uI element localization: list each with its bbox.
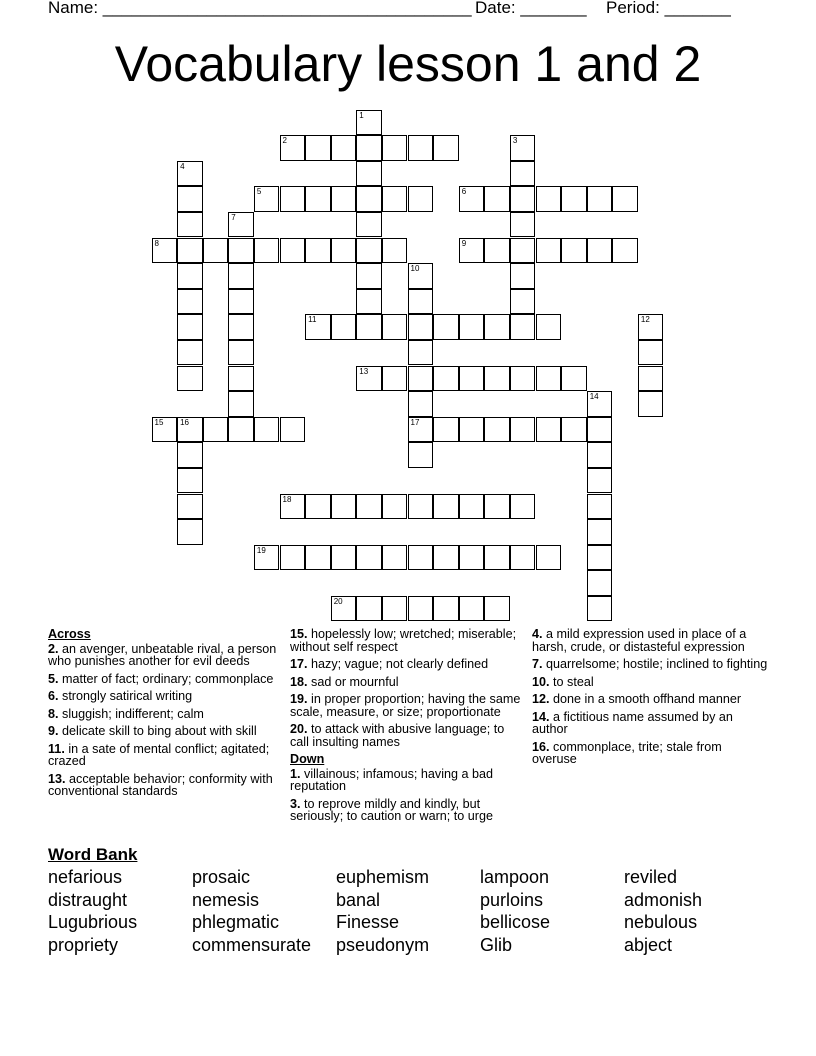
grid-cell[interactable] [510, 289, 536, 315]
clue [48, 725, 284, 738]
grid-cell[interactable] [612, 186, 638, 212]
clue [532, 741, 768, 766]
grid-cell[interactable] [152, 238, 178, 264]
grid-cell[interactable] [638, 391, 664, 417]
clue [48, 673, 284, 686]
grid-cell[interactable] [254, 417, 280, 443]
grid-cell[interactable] [484, 545, 510, 571]
grid-cell[interactable] [177, 289, 203, 315]
grid-cell[interactable] [305, 135, 331, 161]
grid-cell[interactable] [228, 212, 254, 238]
clue-number: 9 [461, 238, 467, 248]
grid-cell[interactable] [587, 442, 613, 468]
grid-cell[interactable] [280, 545, 306, 571]
word-bank-item: Glib [480, 935, 513, 956]
clue-number: 10. [532, 674, 550, 689]
grid-cell[interactable] [408, 442, 434, 468]
grid-cell[interactable] [587, 186, 613, 212]
word-bank-item: propriety [48, 935, 119, 956]
grid-cell[interactable] [587, 519, 613, 545]
grid-cell[interactable] [177, 494, 203, 520]
clue-number: 1 [359, 110, 364, 120]
clue-number: 18. [290, 674, 308, 689]
grid-cell[interactable] [331, 238, 357, 264]
clue [48, 743, 284, 768]
grid-cell[interactable] [612, 238, 638, 264]
word-bank-item: Lugubrious [48, 912, 138, 933]
clue [48, 773, 284, 798]
clue-number: 10 [410, 264, 420, 274]
grid-cell[interactable] [433, 545, 459, 571]
grid-cell[interactable] [408, 289, 434, 315]
clue-number: 6 [461, 187, 467, 197]
grid-cell[interactable] [356, 596, 382, 622]
clue-number: 19 [256, 545, 266, 555]
grid-cell[interactable] [510, 212, 536, 238]
grid-cell[interactable] [433, 596, 459, 622]
grid-cell[interactable] [305, 186, 331, 212]
grid-cell[interactable] [382, 135, 408, 161]
grid-cell[interactable] [536, 238, 562, 264]
grid-cell[interactable] [459, 186, 485, 212]
grid-cell[interactable] [356, 494, 382, 520]
grid-cell[interactable] [408, 494, 434, 520]
clue-number: 5. [48, 671, 59, 686]
grid-cell[interactable] [484, 596, 510, 622]
grid-cell[interactable] [228, 366, 254, 392]
clue-number: 8. [48, 706, 59, 721]
grid-cell[interactable] [433, 366, 459, 392]
grid-cell[interactable] [356, 110, 382, 136]
grid-cell[interactable] [510, 135, 536, 161]
grid-cell[interactable] [587, 545, 613, 571]
clue [532, 658, 768, 671]
grid-cell[interactable] [459, 314, 485, 340]
grid-cell[interactable] [536, 314, 562, 340]
word-bank-item: admonish [624, 889, 703, 910]
grid-cell[interactable] [510, 366, 536, 392]
grid-cell[interactable] [331, 596, 357, 622]
down-heading: Down [290, 752, 325, 766]
grid-cell[interactable] [433, 494, 459, 520]
grid-cell[interactable] [331, 186, 357, 212]
grid-cell[interactable] [356, 161, 382, 187]
grid-cell[interactable] [203, 417, 229, 443]
grid-cell[interactable] [587, 468, 613, 494]
clue-text: an avenger, unbeatable rival, a person who punishes another for evil deeds [48, 641, 277, 668]
clue-number: 19. [290, 692, 308, 706]
grid-cell[interactable] [638, 314, 664, 340]
grid-cell[interactable] [484, 494, 510, 520]
grid-cell[interactable] [536, 366, 562, 392]
grid-cell[interactable] [305, 545, 331, 571]
grid-cell[interactable] [152, 417, 178, 443]
clue-number: 2. [48, 641, 59, 656]
grid-cell[interactable] [459, 366, 485, 392]
grid-cell[interactable] [280, 238, 306, 264]
word-bank-item: abject [624, 935, 673, 956]
grid-cell[interactable] [408, 314, 434, 340]
clue-number: 4 [180, 161, 185, 171]
word-bank-item: pseudonym [336, 935, 430, 956]
grid-cell[interactable] [228, 391, 254, 417]
grid-cell[interactable] [408, 263, 434, 289]
clue-text: in proper proportion; having the same scale, measure, or size; proportionate [290, 692, 521, 719]
grid-cell[interactable] [587, 596, 613, 622]
clue-number: 11. [48, 741, 65, 756]
clue-number: 7. [532, 657, 543, 671]
grid-cell[interactable] [638, 366, 664, 392]
grid-cell[interactable] [228, 314, 254, 340]
clue-text: a fictitious name assumed by an author [532, 709, 733, 736]
clue-text: matter of fact; ordinary; commonplace [62, 671, 274, 686]
grid-cell[interactable] [177, 519, 203, 545]
grid-cell[interactable] [280, 417, 306, 443]
grid-cell[interactable] [228, 340, 254, 366]
clues-column-2 [290, 628, 526, 828]
clues-column-1 [48, 628, 284, 803]
grid-cell[interactable] [587, 570, 613, 596]
period-field: Period: _______ [606, 0, 731, 17]
grid-cell[interactable] [638, 340, 664, 366]
grid-cell[interactable] [561, 186, 587, 212]
grid-cell[interactable] [382, 314, 408, 340]
clue-number: 4. [532, 627, 543, 641]
grid-cell[interactable] [177, 340, 203, 366]
clue-text: in a sate of mental conflict; agitated; crazed [48, 741, 270, 768]
clue [48, 708, 284, 721]
name-field: Name: _______________________________________ [48, 0, 472, 17]
grid-cell[interactable] [177, 161, 203, 187]
grid-cell[interactable] [382, 494, 408, 520]
clue-number: 5 [256, 187, 262, 197]
grid-cell[interactable] [408, 391, 434, 417]
grid-cell[interactable] [510, 161, 536, 187]
grid-cell[interactable] [177, 417, 203, 443]
clue-text: quarrelsome; hostile; inclined to fighting [546, 657, 768, 671]
grid-cell[interactable] [382, 545, 408, 571]
clue-text: done in a smooth offhand manner [553, 692, 742, 706]
grid-cell[interactable] [484, 366, 510, 392]
grid-cell[interactable] [408, 596, 434, 622]
clue-number: 3. [290, 796, 301, 811]
word-bank-item: banal [336, 889, 381, 910]
clue-number: 16 [180, 417, 189, 427]
grid-cell[interactable] [459, 417, 485, 443]
clue-number: 20. [290, 722, 308, 736]
clue-text: to attack with abusive language; to call insulting names [290, 722, 505, 749]
grid-cell[interactable] [177, 238, 203, 264]
clue-text: delicate skill to bing about with skill [62, 724, 257, 738]
grid-cell[interactable] [356, 314, 382, 340]
clue-text: commonplace, trite; stale from overuse [532, 739, 722, 766]
word-bank-item: reviled [624, 867, 678, 887]
clue [532, 676, 768, 689]
clue-number: 2 [282, 136, 287, 146]
grid-cell[interactable] [484, 186, 510, 212]
word-bank-item: nemesis [192, 889, 260, 910]
clue [290, 798, 526, 823]
clues-column-3 [532, 628, 768, 771]
grid-cell[interactable] [433, 417, 459, 443]
clue [48, 690, 284, 703]
grid-cell[interactable] [356, 186, 382, 212]
grid-cell[interactable] [228, 263, 254, 289]
grid-cell[interactable] [408, 340, 434, 366]
grid-cell[interactable] [254, 238, 280, 264]
grid-cell[interactable] [510, 417, 536, 443]
grid-cell[interactable] [382, 596, 408, 622]
clue-number: 18 [282, 494, 292, 504]
grid-cell[interactable] [484, 417, 510, 443]
clue-number: 6. [48, 689, 59, 703]
word-bank-item: commensurate [192, 935, 312, 956]
grid-cell[interactable] [510, 238, 536, 264]
grid-cell[interactable] [177, 314, 203, 340]
grid-cell[interactable] [228, 238, 254, 264]
grid-cell[interactable] [356, 289, 382, 315]
clue-number: 13. [48, 771, 66, 786]
clue-number: 17. [290, 657, 308, 671]
grid-cell[interactable] [587, 391, 613, 417]
clue [290, 658, 526, 671]
grid-cell[interactable] [177, 212, 203, 238]
grid-cell[interactable] [203, 238, 229, 264]
grid-cell[interactable] [561, 238, 587, 264]
clue-text: hopelessly low; wretched; miserable; without self respect [290, 627, 517, 654]
word-bank-item: distraught [48, 889, 128, 910]
clue-number: 15. [290, 627, 308, 641]
word-bank-item: nebulous [624, 912, 698, 933]
grid-cell[interactable] [177, 442, 203, 468]
grid-cell[interactable] [587, 238, 613, 264]
clue-number: 17 [410, 417, 420, 427]
grid-cell[interactable] [280, 135, 306, 161]
clue [532, 628, 768, 653]
grid-cell[interactable] [305, 238, 331, 264]
grid-cell[interactable] [408, 545, 434, 571]
grid-cell[interactable] [382, 366, 408, 392]
clue-text: hazy; vague; not clearly defined [311, 657, 489, 671]
date-field: Date: _______ [475, 0, 587, 17]
word-bank-item: phlegmatic [192, 912, 280, 933]
clue-number: 8 [154, 238, 159, 248]
grid-cell[interactable] [433, 314, 459, 340]
grid-cell[interactable] [561, 366, 587, 392]
clue-number: 16. [532, 739, 550, 754]
clue-number: 3 [512, 136, 518, 146]
grid-cell[interactable] [356, 545, 382, 571]
clue [290, 676, 526, 689]
clue-text: acceptable behavior; conformity with conventional standards [48, 771, 273, 798]
clue-number: 9. [48, 724, 59, 738]
grid-cell[interactable] [331, 314, 357, 340]
word-bank-item: euphemism [336, 867, 430, 887]
grid-cell[interactable] [177, 366, 203, 392]
clue [48, 643, 284, 668]
grid-cell[interactable] [305, 494, 331, 520]
grid-cell[interactable] [536, 545, 562, 571]
grid-cell[interactable] [408, 135, 434, 161]
grid-cell[interactable] [459, 596, 485, 622]
grid-cell[interactable] [280, 186, 306, 212]
grid-cell[interactable] [356, 135, 382, 161]
grid-cell[interactable] [280, 494, 306, 520]
grid-cell[interactable] [536, 186, 562, 212]
clue-text: to reprove mildly and kindly, but seriously; to caution or warn; to urge [290, 796, 494, 823]
grid-cell[interactable] [408, 366, 434, 392]
clue-number: 1. [290, 766, 301, 781]
grid-cell[interactable] [305, 314, 331, 340]
clue [290, 628, 526, 653]
word-bank-item: bellicose [480, 912, 551, 933]
word-bank-title: Word Bank [48, 845, 138, 864]
grid-cell[interactable] [331, 545, 357, 571]
clue-number: 13 [359, 366, 369, 376]
word-bank-item: nefarious [48, 867, 123, 887]
clue-number: 20 [333, 596, 343, 606]
grid-cell[interactable] [510, 314, 536, 340]
grid-cell[interactable] [356, 238, 382, 264]
grid-cell[interactable] [177, 468, 203, 494]
grid-cell[interactable] [459, 545, 485, 571]
grid-cell[interactable] [484, 238, 510, 264]
grid-cell[interactable] [356, 212, 382, 238]
clue [290, 768, 526, 793]
grid-cell[interactable] [587, 494, 613, 520]
grid-cell[interactable] [536, 417, 562, 443]
clue [290, 693, 526, 718]
clue-text: to steal [553, 674, 594, 689]
grid-cell[interactable] [510, 263, 536, 289]
grid-cell[interactable] [228, 417, 254, 443]
grid-cell[interactable] [510, 186, 536, 212]
grid-cell[interactable] [382, 186, 408, 212]
grid-cell[interactable] [254, 545, 280, 571]
grid-cell[interactable] [510, 545, 536, 571]
grid-cell[interactable] [356, 366, 382, 392]
grid-cell[interactable] [510, 494, 536, 520]
word-bank-item: lampoon [480, 867, 550, 887]
grid-cell[interactable] [408, 186, 434, 212]
clue-text: a mild expression used in place of a harsh, crude, or distasteful expression [532, 627, 747, 654]
clue-number: 15 [154, 417, 164, 427]
clue-number: 14 [589, 392, 599, 402]
clue-number: 11 [308, 315, 317, 325]
grid-cell[interactable] [408, 417, 434, 443]
clue-number: 14. [532, 709, 550, 724]
grid-cell[interactable] [331, 494, 357, 520]
grid-cell[interactable] [561, 417, 587, 443]
clue [532, 711, 768, 736]
grid-cell[interactable] [331, 135, 357, 161]
grid-cell[interactable] [484, 314, 510, 340]
clue-text: villainous; infamous; having a bad reputation [290, 766, 494, 793]
grid-cell[interactable] [177, 263, 203, 289]
grid-cell[interactable] [382, 238, 408, 264]
grid-cell[interactable] [356, 263, 382, 289]
grid-cell[interactable] [459, 238, 485, 264]
word-bank-item: purloins [480, 889, 544, 910]
grid-cell[interactable] [459, 494, 485, 520]
grid-cell[interactable] [433, 135, 459, 161]
clue-number: 12 [640, 315, 650, 325]
grid-cell[interactable] [254, 186, 280, 212]
clue [290, 723, 526, 748]
clue-number: 12. [532, 692, 550, 706]
grid-cell[interactable] [228, 289, 254, 315]
grid-cell[interactable] [587, 417, 613, 443]
across-heading: Across [48, 627, 91, 641]
clue-text: sad or mournful [311, 674, 399, 689]
clue-text: strongly satirical writing [62, 689, 193, 703]
grid-cell[interactable] [177, 186, 203, 212]
clue-text: sluggish; indifferent; calm [62, 706, 204, 721]
word-bank-item: Finesse [336, 912, 400, 933]
page-title: Vocabulary lesson 1 and 2 [114, 36, 702, 92]
clue [532, 693, 768, 706]
clue-number: 7 [231, 212, 236, 222]
word-bank-item: prosaic [192, 867, 251, 887]
